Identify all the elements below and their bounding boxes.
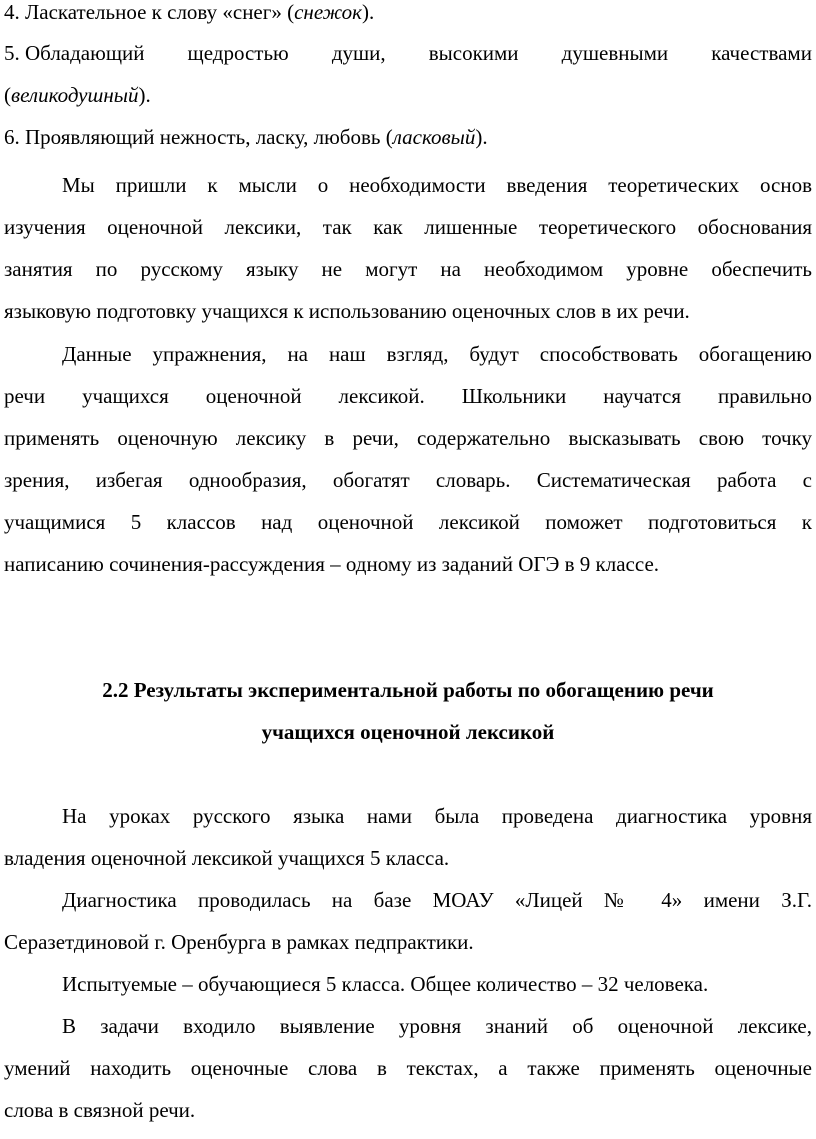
list-item-6 bbox=[4, 116, 812, 158]
list-item-word: высокими bbox=[428, 41, 519, 65]
list-item-number: 4. bbox=[4, 0, 20, 24]
list-item-word: щедростью bbox=[187, 41, 289, 65]
paragraph-line: В задачи входило выявление уровня знаний об оценочной лексике, bbox=[62, 1014, 812, 1038]
list-item-number: 6. bbox=[4, 125, 20, 149]
list-item-example: великодушный bbox=[11, 83, 139, 107]
list-item-word: Обладающий bbox=[25, 41, 145, 65]
paragraph-line: На уроках русского языка нами была проведена диагностика уровня bbox=[62, 804, 812, 828]
paragraph-line: применять оценочную лексику в речи, содержательно высказывать свою точку bbox=[4, 426, 812, 450]
section-heading-line: 2.2 Результаты экспериментальной работы по обогащению речи bbox=[102, 678, 714, 702]
section-heading-line: учащихся оценочной лексикой bbox=[261, 720, 555, 744]
paragraph-line: языковую подготовку учащихся к использованию оценочных слов в их речи. bbox=[4, 299, 690, 323]
paragraph-line: владения оценочной лексикой учащихся 5 класса. bbox=[4, 846, 450, 870]
paragraph-line: Диагностика проводилась на базе МОАУ «Лицей № 4» имени З.Г. bbox=[62, 888, 812, 912]
list-item-text: Ласкательное к слову «снег» ( bbox=[25, 0, 295, 24]
paragraph-line: занятия по русскому языку не могут на необходимом уровне обеспечить bbox=[4, 257, 812, 281]
list-item-4 bbox=[4, 0, 812, 33]
list-item-example: ласковый bbox=[392, 125, 476, 149]
list-item-example: снежок bbox=[294, 0, 362, 24]
paragraph-line: Мы пришли к мысли о необходимости введения теоретических основ bbox=[62, 173, 812, 197]
paragraph-line: написанию сочинения-рассуждения – одному из заданий ОГЭ в 9 классе. bbox=[4, 552, 660, 576]
list-item-5 bbox=[4, 32, 812, 74]
paragraph-line: изучения оценочной лексики, так как лишенные теоретического обоснования bbox=[4, 215, 812, 239]
list-item-number: 5. bbox=[4, 41, 20, 65]
paragraph-line: учащимися 5 классов над оценочной лексикой поможет подготовиться к bbox=[4, 510, 812, 534]
list-item-word: души, bbox=[331, 41, 386, 65]
list-item-end: ). bbox=[361, 0, 375, 24]
paragraph-line: Данные упражнения, на наш взгляд, будут способствовать обогащению bbox=[62, 342, 812, 366]
list-item-word: качествами bbox=[711, 41, 812, 65]
paragraph-line: слова в связной речи. bbox=[4, 1098, 196, 1122]
list-item-word: душевными bbox=[561, 41, 669, 65]
paragraph-line: Серазетдиновой г. Оренбурга в рамках педпрактики. bbox=[4, 930, 474, 954]
list-item-text: Проявляющий нежность, ласку, любовь ( bbox=[25, 125, 393, 149]
list-item-end: ). bbox=[475, 125, 488, 149]
paragraph-line: зрения, избегая однообразия, обогатят словарь. Систематическая работа с bbox=[4, 468, 812, 492]
paragraph-line: умений находить оценочные слова в текстах, а также применять оценочные bbox=[4, 1056, 812, 1080]
paragraph-line: речи учащихся оценочной лексикой. Школьники научатся правильно bbox=[4, 384, 812, 408]
list-item-5-continuation: (великодушный). bbox=[4, 83, 151, 107]
paragraph-line: Испытуемые – обучающиеся 5 класса. Общее количество – 32 человека. bbox=[62, 972, 709, 996]
